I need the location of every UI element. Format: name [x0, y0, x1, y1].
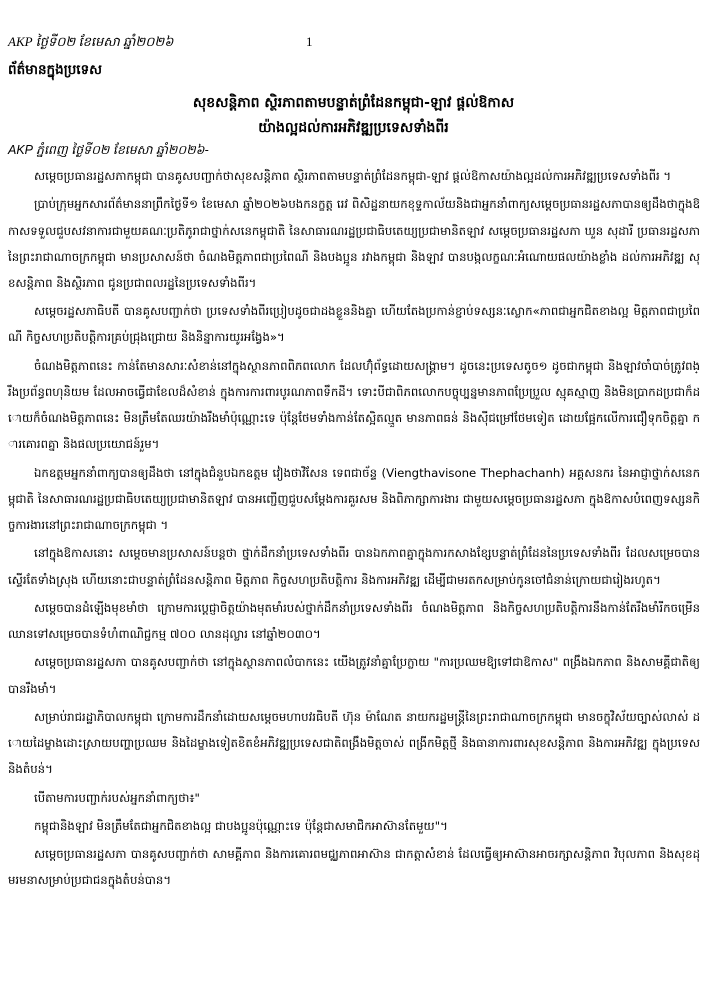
- article-paragraph: នៅក្នុងឱកាសនោះ សម្ដេចមានប្រសាសន៍បន្តថា ថ្នាក់ដឹកនាំប្រទេសទាំងពីរ បានឯកភាពគ្នាក្នុងការកសាងខ្សែបន្ទាត់ព្រំដែននៃប្រទេសទាំងពីរ ដែលសម្រេចបានស្ទើរតែទាំងស្រុង ហើយនោះជាបន្ទាត់ព្រំដែនសន្តិភាព មិត្តភាព កិច្ចសហប្រតិបត្តិការ និងការអភិវឌ្ឍ ដើម្បីជាមរតកសម្រាប់កូនចៅជំនាន់ក្រោយជារៀងរហូត។: [8, 546, 700, 587]
- section-label: ព័ត៌មានក្នុងប្រទេស: [8, 62, 102, 78]
- article-paragraph: ឯកឧត្តមអ្នកនាំពាក្យបានឲ្យដឹងថា នៅក្នុងជំនួបឯកឧត្តម វៀងថាវិសែន ទេពជាច័ន្ទ (Viengthavisone Thephachanh) អគ្គសនករ នៃអាជ្ញាថ្នាក់សនេកម្ពុជាតិ នៃសាធារណរដ្ឋប្រជាធិបតេយ្យប្រជាមានិតឡាវ បានអញ្ជើញជួបសម្ដែងការគួរសម និងពិភាក្សាការងារ ជាមួយសម្ដេចប្រធានរដ្ឋសភា ក្នុងឱកាសបំពេញទស្សនកិច្ចការងារនៅព្រះរាជាណាចក្រកម្ពុជា ។: [8, 465, 700, 533]
- article-paragraph: សម្ដេចប្រធានរដ្ឋសភាកម្ពុជា បានគូសបញ្ជាក់ថាសុខសន្តិភាព ស្ថិរភាពតាមបន្ទាត់ព្រំដែនកម្ពុជា-ឡាវ ផ្ដល់ឱកាសយ៉ាងល្អដល់ការអភិវឌ្ឍប្រទេសទាំងពីរ ។: [34, 169, 672, 183]
- article-body: [0, 163, 707, 896]
- article-paragraph: សម្រាប់រាជរដ្ឋាភិបាលកម្ពុជា ក្រោមការដឹកនាំដោយសម្ដេចមហាបវរធិបតី ហ៊ុន ម៉ាណែត នាយករដ្ឋមន្ត្រីនៃព្រះរាជាណាចក្រកម្ពុជា មានចក្ខុវិស័យច្បាស់លាស់ ដោយដៃម្ខាងដោះស្រាយបញ្ហាប្រឈម និងដៃម្ខាងទៀតខិតខំអភិវឌ្ឍប្រទេសជាតិពង្រឹងមិត្តចាស់ ពង្រីកមិត្តថ្មី និងធានាការពារសុខសន្តិភាព និងការអភិវឌ្ឍ ក្នុងប្រទេស និងតំបន់។: [8, 709, 700, 777]
- article-paragraph: សម្ដេចបានដំឡើងមុខមាំថា ក្រោមការប្ដេជ្ញាចិត្តយ៉ាងមុតមាំរបស់ថ្នាក់ដឹកនាំប្រទេសទាំងពីរ ចំណងមិត្តភាព និងកិច្ចសហប្រតិបត្តិការនឹងកាន់តែរឹងមាំរីកចម្រើន ឈានទៅសម្រេចបានទំហំពាណិជ្ជកម្ម ៧០០ លានដុល្លារ នៅឆ្នាំ២០៣០។: [8, 600, 700, 642]
- article-paragraph: ចំណងមិត្តភាពនេះ កាន់តែមានសារៈសំខាន់នៅក្នុងស្ថានភាពពិភពលោក ដែលហ៊ុំព័ទ្ធដោយសង្គ្រាម។ ដូចនេះប្រទេសតូច១ ដូចជាកម្ពុជា និងឡាវចាំបាច់ត្រូវពង្រឹងប្រព័ន្ធពហុនិយម ដែលអាចធ្វើជាខែលដ៏សំខាន់ ក្នុងការការពារបូរណភាពទឹកដី។ ទោះបីជាពិភពលោកបច្ចុប្បន្នមានភាពប្រែប្រួល ស្មុគស្មាញ និងមិនប្រាកដប្រជាក៏ដោយក៏ចំណងមិត្តភាពនេះ មិនត្រឹមតែឈរយ៉ាងរឹងមាំប៉ុណ្ណោះទេ ប៉ុន្តែថែមទាំងកាន់តែស្អិតល្មួត មានភាពធន់ និងស៊ីជម្រៅថែមទៀត ដោយផ្អែកលើការជឿទុកចិត្តគ្នា ការគោរពគ្នា និងផលប្រយោជន៍រួម។: [8, 358, 700, 452]
- page-number: 1: [306, 34, 313, 49]
- article-paragraph: សម្ដេចរដ្ឋសភាធិបតី បានគូសបញ្ជាក់ថា ប្រទេសទាំងពីរប្រៀបដូចជាដងខ្លួននិងគ្នា ហើយតែងប្រកាន់ខ្ជាប់ទស្សនៈស្លោក«ភាពជាអ្នកជិតខាងល្អ មិត្តភាពជាប្រពៃណី កិច្ចសហប្រតិបត្តិការគ្រប់ជ្រុងជ្រោយ និងនិន្នាការយូរអង្វែង»។: [8, 304, 700, 345]
- article-paragraph: សម្ដេចប្រធានរដ្ឋសភា បានគូសបញ្ជាក់ថា សាមគ្គីភាព និងការគោរពមជ្ឈភាពអាស៊ាន ជាកត្តាសំខាន់ ដែលធ្វើឲ្យអាស៊ានអាចរក្សាសន្តិភាព វិបុលភាព និងសុខដុមរមនាសម្រាប់ប្រជាជនក្នុងតំបន់បាន។: [8, 847, 700, 888]
- article-paragraph: សម្ដេចប្រធានរដ្ឋសភា បានគូសបញ្ជាក់ថា នៅក្នុងស្ថានភាពលំបាកនេះ យើងត្រូវនាំគ្នាប្រែក្លាយ "ការប្រឈមឱ្យទៅជាឱកាស" ពង្រឹងឯកភាព និងសាមគ្គីជាតិឲ្យបានរឹងមាំ។: [8, 655, 700, 696]
- article-title-line-2: យ៉ាងល្អដល់ការអភិវឌ្ឍប្រទេសទាំងពីរ: [258, 120, 449, 136]
- article-paragraph: កម្ពុជានិងឡាវ មិនត្រឹមតែជាអ្នកជិតខាងល្អ ជាបងប្អូនប៉ុណ្ណោះទេ ប៉ុន្តែជាសមាជិកអាស៊ានតែមួយ"។: [34, 818, 448, 833]
- header-dateline: AKP ថ្ងៃទី០២ ខែមេសា ឆ្នាំ២០២៦: [8, 34, 174, 49]
- page-header: [8, 34, 313, 50]
- article-paragraph: បើតាមការបញ្ជាក់របស់អ្នកនាំពាក្យថា៖": [34, 790, 200, 805]
- article-dateline: AKP ភ្នំពេញ ថ្ងៃទី០២ ខែមេសា ឆ្នាំ២០២៦-: [8, 143, 209, 157]
- article-title-line-1: សុខសន្តិភាព ស្ថិរភាពតាមបន្ទាត់ព្រំដែនកម្ពុជា-ឡាវ ផ្ដល់ឱកាស: [192, 95, 515, 111]
- article-paragraph: ប្រាប់ក្រុមអ្នកសារព័ត៌មាននាព្រឹកថ្ងៃទី១ ខែមេសា ឆ្នាំ២០២៦បងកនក្ខត្ត រេវ ពិសិដ្ឋនាយកខុទ្ទកាល័យនិងជាអ្នកនាំពាក្យសម្ដេចប្រធានរដ្ឋសភាបានឲ្យដឹងថាក្នុងឱកាសទទួលជួបសវនាការជាមួយគណៈប្រតិភូរាជាថ្នាក់សនេកម្ពុជាតិ នៃសាធារណរដ្ឋប្រជាធិបតេយ្យប្រជាមានិតឡាវ សម្ដេចប្រធានរដ្ឋសភា ឃួន សុដារី ប្រធានរដ្ឋសភា នៃព្រះរាជាណាចក្រកម្ពុជា មានប្រសាសន៍ថា ចំណងមិត្តភាពជាប្រពៃណី និងបងប្អូន រវាងកម្ពុជា និងឡាវ បានបង្កលក្ខណៈអំណោយផលយ៉ាងខ្លាំង ដល់ការអភិវឌ្ឍ សុខសន្តិភាព និងស្ថិរភាព ជូនប្រជាពលរដ្ឋនៃប្រទេសទាំងពីរ។: [8, 197, 700, 290]
